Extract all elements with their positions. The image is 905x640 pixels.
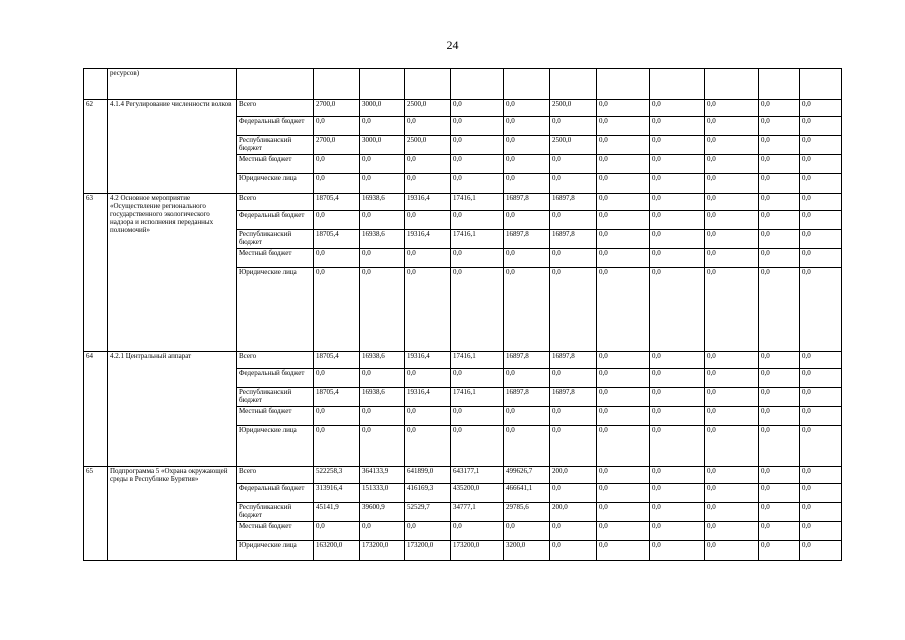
- value-cell: 0,0: [705, 522, 759, 541]
- value-cell: 16897,8: [504, 194, 550, 211]
- value-cell: [451, 69, 504, 100]
- value-cell: 0,0: [800, 249, 842, 268]
- value-cell: 0,0: [800, 211, 842, 230]
- value-cell: 0,0: [314, 522, 360, 541]
- value-cell: 0,0: [405, 117, 451, 136]
- value-cell: 151333,0: [360, 484, 405, 503]
- value-cell: 0,0: [550, 211, 597, 230]
- value-cell: 0,0: [705, 388, 759, 407]
- funding-source-cell: Юридические лица: [237, 268, 314, 352]
- event-name-cell: 4.2 Основное мероприятие «Осуществление регионального государственного экологического надзора и исполнения переданных полномочий»: [108, 194, 237, 352]
- value-cell: 0,0: [314, 407, 360, 426]
- value-cell: 499626,7: [504, 467, 550, 484]
- value-cell: 2500,0: [550, 136, 597, 155]
- value-cell: 16897,8: [550, 388, 597, 407]
- value-cell: 0,0: [705, 249, 759, 268]
- value-cell: 0,0: [759, 117, 800, 136]
- value-cell: 0,0: [405, 211, 451, 230]
- funding-source-cell: Федеральный бюджет: [237, 484, 314, 503]
- value-cell: 0,0: [650, 155, 705, 174]
- value-cell: 0,0: [705, 136, 759, 155]
- value-cell: 0,0: [650, 230, 705, 249]
- value-cell: 0,0: [451, 211, 504, 230]
- value-cell: 0,0: [360, 407, 405, 426]
- value-cell: 0,0: [597, 249, 650, 268]
- value-cell: 3200,0: [504, 541, 550, 561]
- value-cell: 0,0: [759, 100, 800, 117]
- value-cell: 0,0: [597, 117, 650, 136]
- funding-source-cell: Юридические лица: [237, 174, 314, 194]
- value-cell: 18705,4: [314, 194, 360, 211]
- value-cell: 163200,0: [314, 541, 360, 561]
- value-cell: 16897,8: [504, 352, 550, 369]
- value-cell: 29785,6: [504, 503, 550, 522]
- value-cell: 18705,4: [314, 352, 360, 369]
- value-cell: 0,0: [314, 117, 360, 136]
- value-cell: [314, 69, 360, 100]
- table-row: [84, 100, 842, 117]
- value-cell: 0,0: [800, 352, 842, 369]
- value-cell: 0,0: [705, 194, 759, 211]
- value-cell: 0,0: [597, 211, 650, 230]
- value-cell: 3000,0: [360, 100, 405, 117]
- value-cell: 0,0: [650, 268, 705, 352]
- value-cell: 0,0: [451, 117, 504, 136]
- table-body: [84, 69, 842, 561]
- funding-source-cell: Юридические лица: [237, 541, 314, 561]
- value-cell: 0,0: [451, 522, 504, 541]
- value-cell: 0,0: [759, 369, 800, 388]
- value-cell: 0,0: [759, 249, 800, 268]
- value-cell: 173200,0: [451, 541, 504, 561]
- value-cell: 0,0: [550, 407, 597, 426]
- value-cell: 0,0: [405, 369, 451, 388]
- value-cell: [705, 69, 759, 100]
- event-name-cell: 4.1.4 Регулирование численности волков: [108, 100, 237, 194]
- value-cell: 0,0: [650, 426, 705, 467]
- value-cell: 0,0: [800, 117, 842, 136]
- value-cell: 0,0: [504, 100, 550, 117]
- value-cell: 0,0: [597, 100, 650, 117]
- value-cell: 0,0: [597, 467, 650, 484]
- value-cell: 0,0: [550, 174, 597, 194]
- value-cell: 0,0: [705, 174, 759, 194]
- value-cell: 0,0: [451, 249, 504, 268]
- value-cell: 0,0: [650, 522, 705, 541]
- value-cell: 0,0: [360, 174, 405, 194]
- value-cell: 0,0: [650, 136, 705, 155]
- value-cell: 200,0: [550, 503, 597, 522]
- row-number-cell: 65: [84, 467, 108, 561]
- value-cell: 0,0: [405, 249, 451, 268]
- value-cell: 313916,4: [314, 484, 360, 503]
- value-cell: 18705,4: [314, 388, 360, 407]
- value-cell: 18705,4: [314, 230, 360, 249]
- value-cell: 435200,0: [451, 484, 504, 503]
- funding-source-cell: Всего: [237, 100, 314, 117]
- budget-table: [83, 68, 842, 561]
- value-cell: 0,0: [650, 352, 705, 369]
- value-cell: 0,0: [405, 522, 451, 541]
- value-cell: 0,0: [650, 484, 705, 503]
- value-cell: 0,0: [314, 211, 360, 230]
- value-cell: 0,0: [360, 268, 405, 352]
- value-cell: 0,0: [650, 503, 705, 522]
- value-cell: 0,0: [705, 155, 759, 174]
- value-cell: 0,0: [451, 426, 504, 467]
- value-cell: 0,0: [705, 369, 759, 388]
- value-cell: 0,0: [759, 388, 800, 407]
- value-cell: 39600,9: [360, 503, 405, 522]
- value-cell: 0,0: [650, 117, 705, 136]
- value-cell: 16897,8: [550, 194, 597, 211]
- value-cell: 19316,4: [405, 230, 451, 249]
- value-cell: 0,0: [800, 155, 842, 174]
- value-cell: 0,0: [800, 484, 842, 503]
- continuation-row: [84, 69, 842, 100]
- row-number-cell: 64: [84, 352, 108, 467]
- value-cell: 17416,1: [451, 352, 504, 369]
- funding-source-cell: Юридические лица: [237, 426, 314, 467]
- value-cell: 0,0: [705, 352, 759, 369]
- funding-source-cell: Республиканский бюджет: [237, 388, 314, 407]
- value-cell: 16938,6: [360, 194, 405, 211]
- value-cell: 0,0: [597, 136, 650, 155]
- value-cell: [759, 69, 800, 100]
- row-number-cell: 62: [84, 100, 108, 194]
- value-cell: 0,0: [759, 352, 800, 369]
- value-cell: 0,0: [705, 211, 759, 230]
- value-cell: 2500,0: [405, 100, 451, 117]
- funding-source-cell: Республиканский бюджет: [237, 503, 314, 522]
- value-cell: 0,0: [800, 194, 842, 211]
- value-cell: 0,0: [550, 249, 597, 268]
- row-number-cell: [84, 69, 108, 100]
- value-cell: 19316,4: [405, 388, 451, 407]
- value-cell: 0,0: [451, 407, 504, 426]
- funding-source-cell: Местный бюджет: [237, 249, 314, 268]
- value-cell: 0,0: [800, 369, 842, 388]
- value-cell: 0,0: [705, 541, 759, 561]
- table-row: [84, 352, 842, 369]
- value-cell: 0,0: [504, 249, 550, 268]
- value-cell: 0,0: [650, 388, 705, 407]
- funding-source-cell: Федеральный бюджет: [237, 369, 314, 388]
- value-cell: 0,0: [360, 155, 405, 174]
- value-cell: 17416,1: [451, 230, 504, 249]
- value-cell: 0,0: [650, 407, 705, 426]
- value-cell: 0,0: [360, 369, 405, 388]
- value-cell: 0,0: [504, 268, 550, 352]
- value-cell: 364133,9: [360, 467, 405, 484]
- value-cell: 0,0: [504, 211, 550, 230]
- value-cell: 0,0: [314, 249, 360, 268]
- value-cell: 0,0: [705, 484, 759, 503]
- value-cell: 0,0: [705, 230, 759, 249]
- value-cell: 0,0: [597, 407, 650, 426]
- value-cell: 0,0: [759, 230, 800, 249]
- value-cell: [597, 69, 650, 100]
- value-cell: 0,0: [314, 369, 360, 388]
- value-cell: 0,0: [550, 522, 597, 541]
- value-cell: 0,0: [759, 136, 800, 155]
- value-cell: 16938,6: [360, 230, 405, 249]
- value-cell: 200,0: [550, 467, 597, 484]
- value-cell: 52529,7: [405, 503, 451, 522]
- value-cell: 0,0: [451, 136, 504, 155]
- value-cell: 17416,1: [451, 194, 504, 211]
- value-cell: 0,0: [705, 426, 759, 467]
- value-cell: 0,0: [759, 426, 800, 467]
- value-cell: 0,0: [650, 194, 705, 211]
- value-cell: 0,0: [759, 155, 800, 174]
- value-cell: 0,0: [405, 268, 451, 352]
- value-cell: 0,0: [597, 426, 650, 467]
- value-cell: 0,0: [597, 155, 650, 174]
- value-cell: 0,0: [705, 407, 759, 426]
- value-cell: 0,0: [360, 426, 405, 467]
- value-cell: 0,0: [800, 407, 842, 426]
- value-cell: 0,0: [759, 194, 800, 211]
- value-cell: 0,0: [800, 174, 842, 194]
- value-cell: 19316,4: [405, 194, 451, 211]
- value-cell: 0,0: [759, 268, 800, 352]
- funding-source-cell: Федеральный бюджет: [237, 211, 314, 230]
- value-cell: 0,0: [800, 136, 842, 155]
- value-cell: 2700,0: [314, 100, 360, 117]
- value-cell: 0,0: [597, 522, 650, 541]
- value-cell: 0,0: [759, 174, 800, 194]
- value-cell: 0,0: [360, 211, 405, 230]
- value-cell: 0,0: [451, 100, 504, 117]
- value-cell: 0,0: [800, 541, 842, 561]
- value-cell: 0,0: [550, 268, 597, 352]
- value-cell: 0,0: [650, 249, 705, 268]
- value-cell: 0,0: [451, 155, 504, 174]
- value-cell: 0,0: [597, 503, 650, 522]
- value-cell: 17416,1: [451, 388, 504, 407]
- event-name-cell: Подпрограмма 5 «Охрана окружающей среды в Республике Бурятия»: [108, 467, 237, 561]
- value-cell: 0,0: [504, 174, 550, 194]
- value-cell: 173200,0: [405, 541, 451, 561]
- value-cell: [504, 69, 550, 100]
- value-cell: 0,0: [759, 211, 800, 230]
- page-number: 24: [446, 38, 459, 52]
- value-cell: 0,0: [650, 100, 705, 117]
- value-cell: 19316,4: [405, 352, 451, 369]
- value-cell: 0,0: [597, 541, 650, 561]
- value-cell: 34777,1: [451, 503, 504, 522]
- value-cell: 0,0: [314, 426, 360, 467]
- value-cell: 0,0: [451, 369, 504, 388]
- value-cell: 2500,0: [550, 100, 597, 117]
- value-cell: 16897,8: [504, 230, 550, 249]
- value-cell: [650, 69, 705, 100]
- value-cell: 0,0: [705, 100, 759, 117]
- value-cell: 0,0: [314, 268, 360, 352]
- value-cell: 0,0: [650, 211, 705, 230]
- table-row: [84, 467, 842, 484]
- value-cell: 0,0: [504, 522, 550, 541]
- value-cell: 0,0: [800, 100, 842, 117]
- value-cell: 0,0: [597, 352, 650, 369]
- value-cell: 0,0: [405, 407, 451, 426]
- value-cell: 2700,0: [314, 136, 360, 155]
- value-cell: 0,0: [504, 407, 550, 426]
- value-cell: 0,0: [800, 467, 842, 484]
- funding-source-cell: Местный бюджет: [237, 407, 314, 426]
- event-name-cell: ресурсов): [108, 69, 237, 100]
- value-cell: 0,0: [550, 484, 597, 503]
- value-cell: 0,0: [800, 268, 842, 352]
- value-cell: 0,0: [405, 426, 451, 467]
- value-cell: 173200,0: [360, 541, 405, 561]
- value-cell: 0,0: [705, 467, 759, 484]
- value-cell: 0,0: [550, 426, 597, 467]
- source-cell: [237, 69, 314, 100]
- value-cell: 0,0: [597, 174, 650, 194]
- value-cell: 0,0: [650, 174, 705, 194]
- value-cell: 0,0: [759, 503, 800, 522]
- value-cell: 0,0: [504, 369, 550, 388]
- value-cell: 0,0: [650, 369, 705, 388]
- value-cell: 0,0: [360, 249, 405, 268]
- value-cell: 0,0: [759, 407, 800, 426]
- value-cell: 2500,0: [405, 136, 451, 155]
- value-cell: 0,0: [650, 467, 705, 484]
- value-cell: 643177,1: [451, 467, 504, 484]
- value-cell: 0,0: [597, 484, 650, 503]
- value-cell: 0,0: [800, 388, 842, 407]
- table-row: [84, 194, 842, 211]
- value-cell: 16897,8: [550, 352, 597, 369]
- value-cell: 0,0: [597, 369, 650, 388]
- value-cell: 0,0: [759, 541, 800, 561]
- value-cell: 0,0: [504, 136, 550, 155]
- value-cell: 0,0: [759, 467, 800, 484]
- funding-source-cell: Местный бюджет: [237, 522, 314, 541]
- value-cell: [405, 69, 451, 100]
- value-cell: 0,0: [597, 268, 650, 352]
- value-cell: 0,0: [597, 388, 650, 407]
- funding-source-cell: Всего: [237, 467, 314, 484]
- value-cell: 0,0: [550, 155, 597, 174]
- value-cell: 0,0: [800, 426, 842, 467]
- row-number-cell: 63: [84, 194, 108, 352]
- value-cell: 641899,0: [405, 467, 451, 484]
- funding-source-cell: Федеральный бюджет: [237, 117, 314, 136]
- value-cell: 0,0: [451, 268, 504, 352]
- value-cell: 0,0: [597, 230, 650, 249]
- value-cell: 0,0: [504, 426, 550, 467]
- value-cell: 0,0: [314, 155, 360, 174]
- value-cell: 0,0: [360, 522, 405, 541]
- value-cell: [360, 69, 405, 100]
- value-cell: 16897,8: [550, 230, 597, 249]
- value-cell: 16897,8: [504, 388, 550, 407]
- value-cell: 45141,9: [314, 503, 360, 522]
- funding-source-cell: Всего: [237, 352, 314, 369]
- value-cell: 16938,6: [360, 388, 405, 407]
- value-cell: 3000,0: [360, 136, 405, 155]
- value-cell: 0,0: [550, 117, 597, 136]
- value-cell: 0,0: [360, 117, 405, 136]
- value-cell: [550, 69, 597, 100]
- value-cell: 0,0: [405, 155, 451, 174]
- funding-source-cell: Местный бюджет: [237, 155, 314, 174]
- value-cell: 0,0: [550, 369, 597, 388]
- value-cell: 522258,3: [314, 467, 360, 484]
- event-name-cell: 4.2.1 Центральный аппарат: [108, 352, 237, 467]
- value-cell: 0,0: [504, 155, 550, 174]
- value-cell: 0,0: [597, 194, 650, 211]
- value-cell: [800, 69, 842, 100]
- value-cell: 0,0: [705, 268, 759, 352]
- value-cell: 0,0: [705, 117, 759, 136]
- value-cell: 0,0: [800, 230, 842, 249]
- value-cell: 0,0: [650, 541, 705, 561]
- value-cell: 0,0: [314, 174, 360, 194]
- value-cell: 16938,6: [360, 352, 405, 369]
- value-cell: 0,0: [451, 174, 504, 194]
- value-cell: 0,0: [550, 541, 597, 561]
- value-cell: 0,0: [504, 117, 550, 136]
- value-cell: 0,0: [405, 174, 451, 194]
- value-cell: 0,0: [800, 522, 842, 541]
- funding-source-cell: Всего: [237, 194, 314, 211]
- funding-source-cell: Республиканский бюджет: [237, 230, 314, 249]
- value-cell: 416169,3: [405, 484, 451, 503]
- value-cell: 0,0: [705, 503, 759, 522]
- funding-source-cell: Республиканский бюджет: [237, 136, 314, 155]
- value-cell: 0,0: [759, 484, 800, 503]
- value-cell: 0,0: [759, 522, 800, 541]
- value-cell: 466641,1: [504, 484, 550, 503]
- value-cell: 0,0: [800, 503, 842, 522]
